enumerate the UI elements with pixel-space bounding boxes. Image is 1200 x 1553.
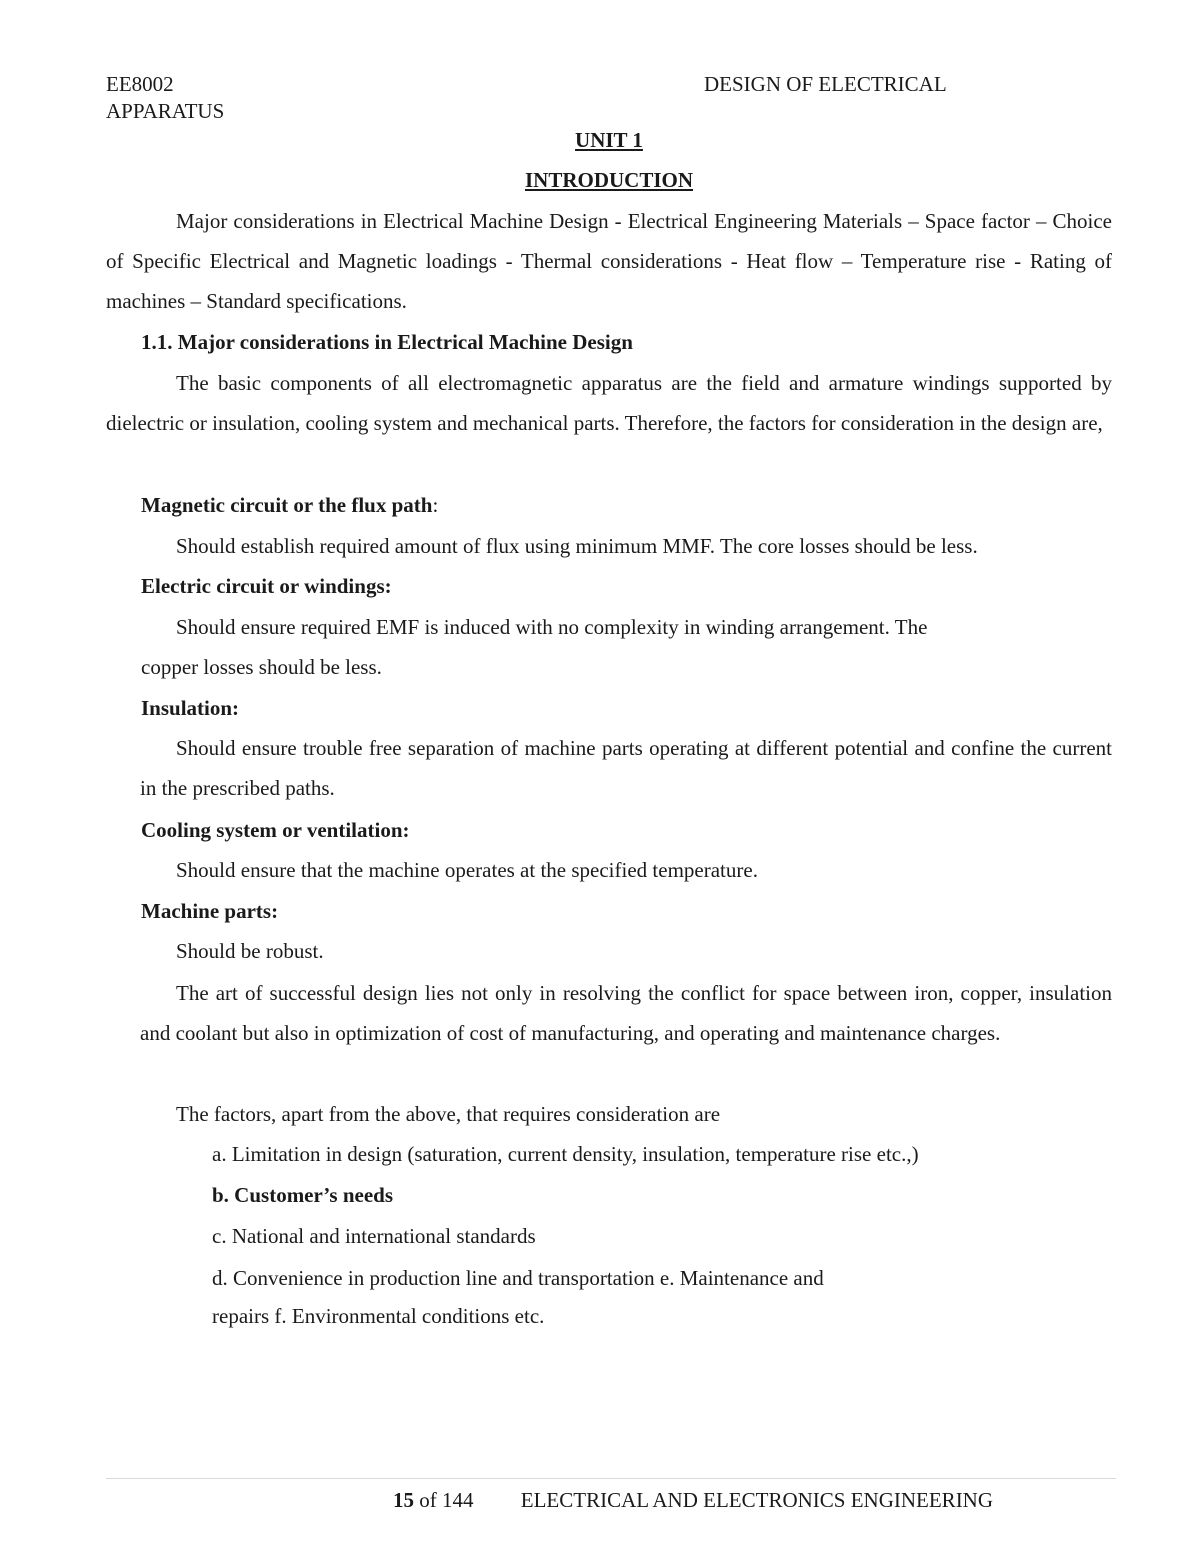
- course-code: EE8002: [106, 72, 174, 96]
- art-of-design-paragraph: The art of successful design lies not only in resolving the conflict for space between iron, copper, insulation and coolant but also in optimization of cost of manufacturing, and operating and maintenance charges.: [140, 981, 1112, 1045]
- factor-list-item-d-continued: repairs f. Environmental conditions etc.: [212, 1304, 545, 1328]
- factor-list-item-c: c. National and international standards: [212, 1224, 536, 1248]
- factor-text-electric-line2: copper losses should be less.: [141, 655, 382, 679]
- factor-text-insulation: Should ensure trouble free separation of machine parts operating at different potential and confine the current in the prescribed paths.: [140, 736, 1112, 800]
- factor-heading-machine-parts: Machine parts:: [141, 899, 279, 923]
- factor-text-cooling: Should ensure that the machine operates at the specified temperature.: [176, 858, 758, 882]
- page-total: of 144: [419, 1488, 474, 1512]
- page-footer: [393, 1490, 993, 1511]
- factor-list-item-a: a. Limitation in design (saturation, current density, insulation, temperature rise etc.,): [212, 1142, 919, 1166]
- unit-title: UNIT 1: [575, 128, 643, 152]
- other-factors-intro: The factors, apart from the above, that requires consideration are: [176, 1102, 721, 1126]
- factor-text-electric-line1: Should ensure required EMF is induced with no complexity in winding arrangement. The: [176, 615, 928, 639]
- factor-list-item-d: d. Convenience in production line and transportation e. Maintenance and: [212, 1266, 824, 1290]
- factor-heading-insulation: Insulation:: [141, 696, 240, 720]
- chapter-title: INTRODUCTION: [524, 168, 694, 192]
- page-number: 15: [393, 1488, 414, 1512]
- department-name: ELECTRICAL AND ELECTRONICS ENGINEERING: [520, 1488, 994, 1512]
- factor-heading-cooling: Cooling system or ventilation:: [141, 818, 410, 842]
- factor-text-magnetic: Should establish required amount of flux using minimum MMF. The core losses should be less.: [176, 534, 978, 558]
- footer-divider: [106, 1478, 1116, 1479]
- section-intro-paragraph: The basic components of all electromagnetic apparatus are the field and armature windings supported by dielectric or insulation, cooling system and mechanical parts. Therefore, the factors for consideration in the design are,: [106, 371, 1112, 435]
- section-heading: 1.1. Major considerations in Electrical Machine Design: [141, 330, 633, 354]
- syllabus-paragraph: Major considerations in Electrical Machine Design - Electrical Engineering Materials – Space factor – Choice of Specific Electrical and Magnetic loadings - Thermal considerations - Heat flow – Temperature rise - Rating of machines – Standard specifications.: [106, 209, 1112, 313]
- factor-text-machine-parts: Should be robust.: [176, 939, 324, 963]
- course-title-continued: APPARATUS: [106, 99, 225, 123]
- course-title: DESIGN OF ELECTRICAL: [704, 72, 947, 96]
- factor-list-item-b: b. Customer’s needs: [212, 1183, 394, 1207]
- factor-heading-magnetic: Magnetic circuit or the flux path:: [141, 493, 439, 517]
- factor-heading-electric: Electric circuit or windings:: [141, 574, 392, 598]
